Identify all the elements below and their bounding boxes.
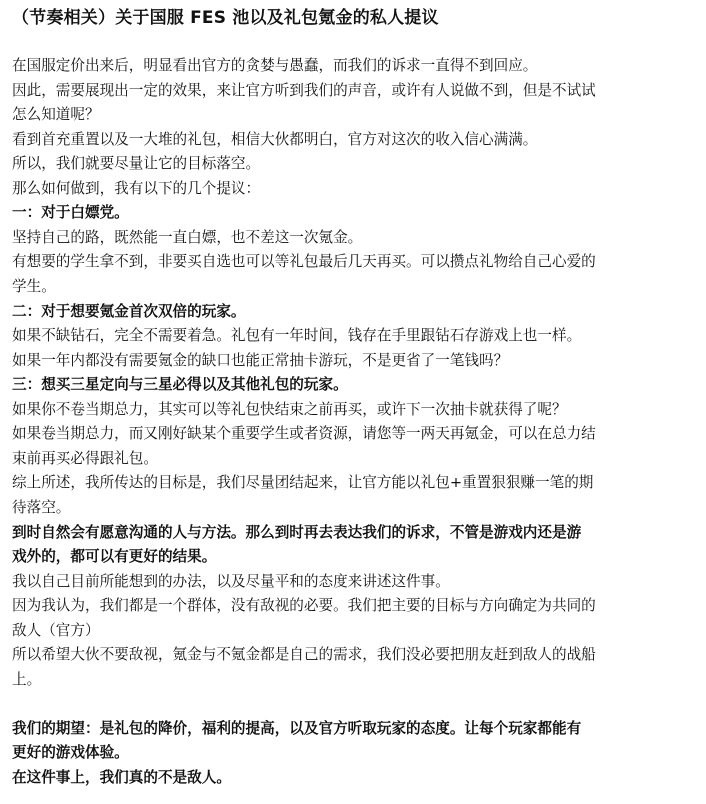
text-line: 上。 [12, 670, 42, 688]
text-line: 在国服定价出来后，明显看出官方的贪婪与愚蠢，而我们的诉求一直得不到回应。 [12, 57, 538, 74]
heading-line: 到时自然会有愿意沟通的人与方法。那么到时再去表达我们的诉求，不管是游戏内还是游 [12, 523, 582, 541]
text-line: 束前再买必得跟礼包。 [12, 449, 158, 467]
text-line: 怎么知道呢？ [12, 106, 100, 124]
text-line: 如果不缺钻石，完全不需要着急。礼包有一年时间，钱存在手里跟钻石存游戏上也一样。 [12, 327, 582, 345]
text-line: 有想要的学生拿不到，非要买自选也可以等礼包最后几天再买。可以攒点礼物给自己心爱的 [12, 253, 596, 271]
heading-line: 戏外的，都可以有更好的结果。 [12, 548, 217, 565]
text-line: 如果一年内都没有需要氪金的缺口也能正常抽卡游玩，不是更省了一笔钱吗？ [12, 351, 509, 369]
heading-line: 一：对于白嫖党。 [12, 204, 129, 222]
text-line: 敌人（官方） [12, 621, 100, 639]
text-line: 因此，需要展现出一定的效果，来让官方听到我们的声音，或许有人说做不到，但是不试试 [12, 81, 596, 99]
heading-line: 二：对于想要氪金首次双倍的玩家。 [12, 302, 246, 320]
text-line: 我以自己目前所能想到的办法，以及尽量平和的态度来讲述这件事。 [12, 572, 450, 590]
text-line: 学生。 [12, 278, 56, 295]
text-line: 所以，我们就要尽量让它的目标落空。 [12, 155, 261, 173]
text-line: 如果卷当期总力，而又刚好缺某个重要学生或者资源，请您等一两天再氪金，可以在总力结 [12, 425, 596, 443]
text-line: 坚持自己的路，既然能一直白嫖，也不差这一次氪金。 [12, 228, 363, 246]
document-title: （节奏相关）关于国服 FES 池以及礼包氪金的私人提议 [12, 8, 439, 28]
text-line: 如果你不卷当期总力，其实可以等礼包快结束之前再买，或许下一次抽卡就获得了呢？ [12, 400, 567, 418]
text-line: 所以希望大伙不要敌视，氪金与不氪金都是自己的需求，我们没必要把朋友赶到敌人的战船 [12, 646, 596, 664]
text-line: 看到首充重置以及一大堆的礼包，相信大伙都明白，官方对这次的收入信心满满。 [12, 130, 538, 148]
text-line: 综上所述，我所传达的目标是，我们尽量团结起来，让官方能以礼包+重置狠狠赚一笔的期 [12, 474, 594, 492]
text-line: 那么如何做到，我有以下的几个提议： [12, 179, 261, 197]
heading-line: 三：想买三星定向与三星必得以及其他礼包的玩家。 [12, 376, 348, 394]
heading-line: 我们的期望：是礼包的降价，福利的提高，以及官方听取玩家的态度。让每个玩家都能有 [12, 719, 582, 737]
heading-line: 在这件事上，我们真的不是敌人。 [12, 769, 231, 786]
text-line: 待落空。 [12, 498, 71, 516]
text-line: 因为我认为，我们都是一个群体，没有敌视的必要。我们把主要的目标与方向确定为共同的 [12, 597, 596, 615]
heading-line: 更好的游戏体验。 [12, 744, 129, 762]
